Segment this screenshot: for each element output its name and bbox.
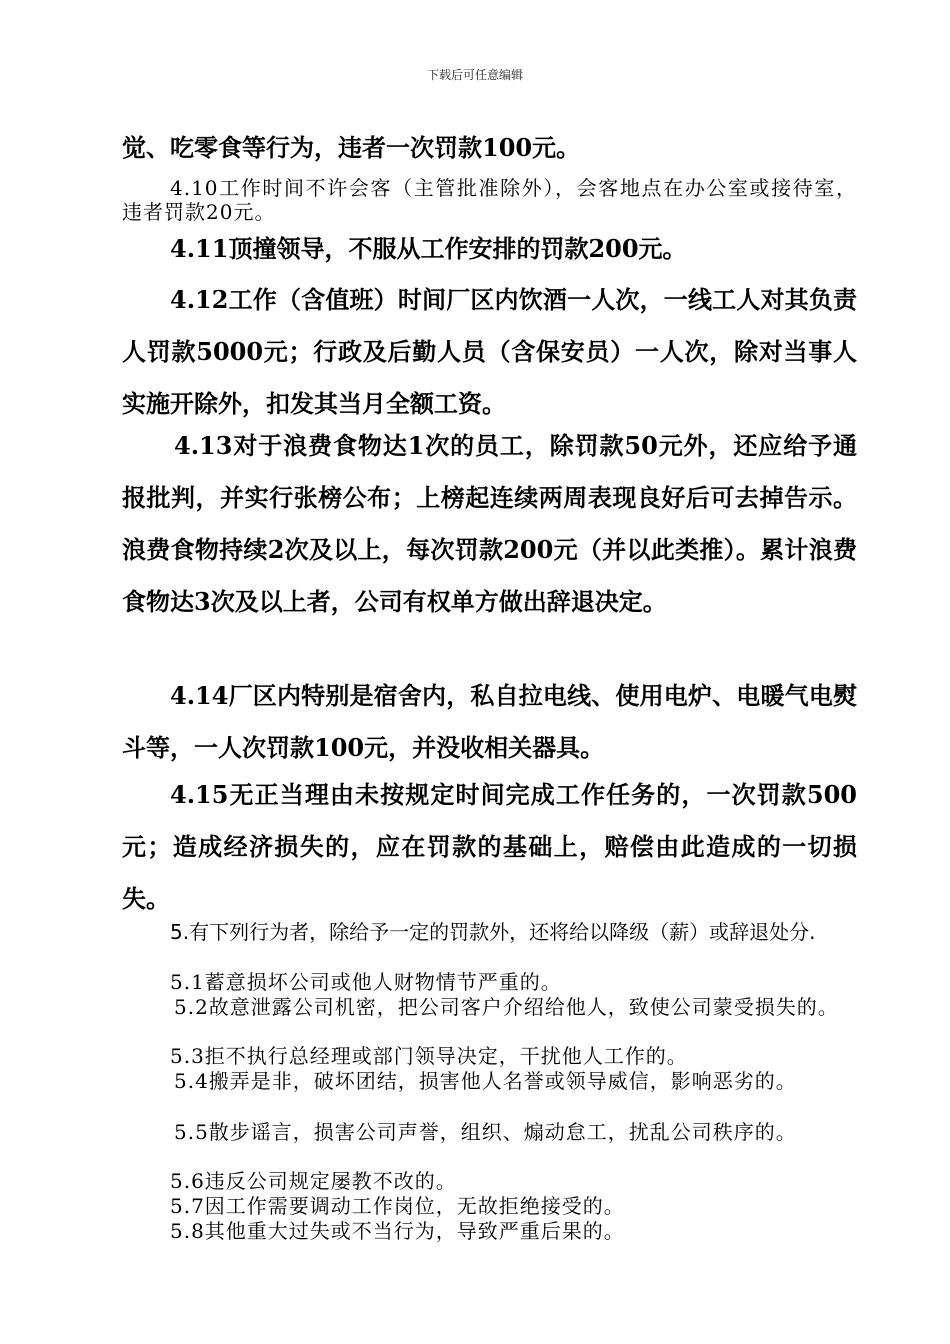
paragraph-5-4: 5.4搬弄是非，破坏团结，损害他人名誉或领导威信，影响恶劣的。 bbox=[174, 1069, 797, 1093]
paragraph-5-1: 5.1蓄意损坏公司或他人财物情节严重的。 bbox=[170, 970, 562, 994]
paragraph-4-15: 4.15无正当理由未按规定时间完成工作任务的，一次罚款500元；造成经济损失的，应在罚款的基础上，赔偿由此造成的一切损失。 bbox=[122, 780, 857, 913]
paragraph-4-14: 4.14厂区内特别是宿舍内，私自拉电线、使用电炉、电暖气电熨斗等，一人次罚款100元，并没收相关器具。 bbox=[122, 681, 857, 762]
paragraph-5-5: 5.5散步谣言，损害公司声誉，组织、煽动怠工，扰乱公司秩序的。 bbox=[174, 1120, 797, 1144]
paragraph-5-8: 5.8其他重大过失或不当行为，导致严重后果的。 bbox=[170, 1219, 625, 1243]
paragraph-continuation: 觉、吃零食等行为，违者一次罚款100元。 bbox=[122, 133, 581, 162]
paragraph-4-10: 4.10工作时间不许会客（主管批准除外），会客地点在办公室或接待室，违者罚款20元。 bbox=[122, 176, 857, 224]
paragraph-5-6: 5.6违反公司规定屡教不改的。 bbox=[170, 1169, 457, 1193]
paragraph-5-3: 5.3拒不执行总经理或部门领导决定，干扰他人工作的。 bbox=[170, 1044, 688, 1068]
page-header: 下载后可任意编辑 bbox=[426, 68, 523, 82]
paragraph-4-11: 4.11顶撞领导，不服从工作安排的罚款200元。 bbox=[170, 234, 687, 263]
paragraph-4-12: 4.12工作（含值班）时间厂区内饮酒一人次，一线工人对其负责人罚款5000元；行政及后勤人员（含保安员）一人次，除对当事人实施开除外，扣发其当月全额工资。 bbox=[122, 285, 857, 418]
paragraph-4-13: 4.13对于浪费食物达1次的员工，除罚款50元外，还应给予通报批判，并实行张榜公布；上榜起连续两周表现良好后可去掉告示。浪费食物持续2次及以上，每次罚款200元（并以此类推）。累计浪费食物达3次及以上者，公司有权单方做出辞退决定。 bbox=[122, 431, 857, 616]
paragraph-5-2: 5.2故意泄露公司机密，把公司客户介绍给他人，致使公司蒙受损失的。 bbox=[174, 995, 839, 1019]
paragraph-5: 5.有下列行为者，除给予一定的罚款外，还将给以降级（薪）或辞退处分. bbox=[170, 920, 816, 944]
paragraph-5-7: 5.7因工作需要调动工作岗位，无故拒绝接受的。 bbox=[170, 1194, 625, 1218]
